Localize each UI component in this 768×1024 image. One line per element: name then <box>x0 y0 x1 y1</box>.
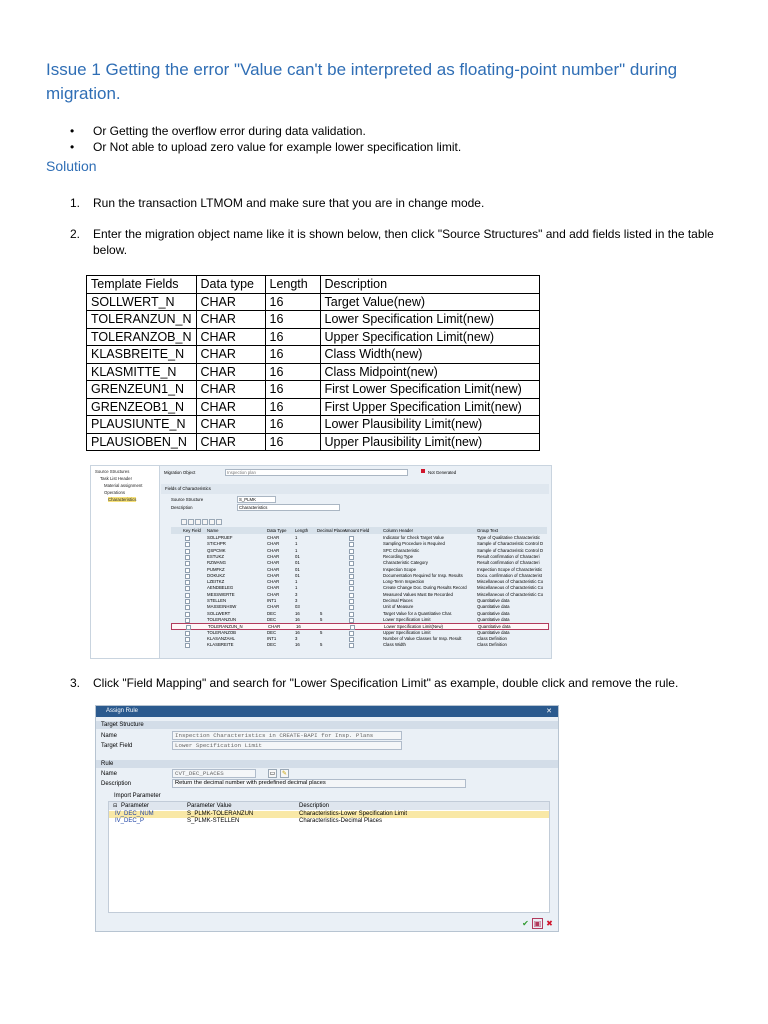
grid-cell: INT1 <box>267 598 277 603</box>
description-label: Description <box>171 505 193 510</box>
structure-field-row[interactable] <box>171 554 547 560</box>
table-row <box>87 293 540 311</box>
column-header: Length <box>265 276 320 294</box>
param-value: S_PLMK-TOLERANZUN <box>187 811 254 817</box>
dialog-title: Assign Rule <box>106 708 139 714</box>
grid-cell: TOLERANZOB <box>207 629 237 635</box>
key-field-checkbox[interactable] <box>185 561 190 566</box>
table-cell: Class Width(new) <box>320 346 539 364</box>
grid-cell: Quantitative data <box>477 610 510 616</box>
table-cell: First Upper Specification Limit(new) <box>320 398 539 416</box>
description-field[interactable]: Characteristics <box>237 504 340 511</box>
grid-cell: DEC <box>267 629 277 635</box>
structure-field-row[interactable] <box>171 604 547 610</box>
grid-cell: DEC <box>267 642 277 648</box>
col-header: Parameter <box>121 803 150 809</box>
rule-description-field: Return the decimal number with predefined decimal places <box>172 779 466 788</box>
structure-field-row[interactable] <box>171 630 547 636</box>
grid-cell: RZWANG <box>207 560 226 566</box>
grid-cell: 01 <box>295 553 300 559</box>
grid-cell: 5 <box>320 629 323 635</box>
table-row <box>87 398 540 416</box>
fields-section-header <box>161 484 549 494</box>
grid-cell: PUMFKZ <box>207 566 225 572</box>
key-field-checkbox[interactable] <box>185 555 190 560</box>
column-header: Data type <box>196 276 265 294</box>
key-field-checkbox[interactable] <box>185 643 190 648</box>
grid-cell: Miscellaneous of Characteristic Co <box>477 585 544 591</box>
structure-field-row[interactable] <box>171 617 547 623</box>
trash-icon[interactable]: ▣ <box>533 919 542 928</box>
grid-cell: 16 <box>295 642 300 648</box>
solution-heading: Solution <box>46 158 97 174</box>
table-cell: 16 <box>265 346 320 364</box>
grid-cell: Result confirmation of Characteri <box>477 553 540 559</box>
grid-cell: CHAR <box>267 541 280 547</box>
step-text: Enter the migration object name like it is shown below, then click "Source Structures" and add fields listed in the table below. <box>93 227 714 257</box>
table-cell: SOLLWERT_N <box>87 293 197 311</box>
grid-cell: Number of Value Classes for Insp. Result <box>383 635 462 641</box>
step-number: 1. <box>70 196 81 210</box>
structure-field-row[interactable] <box>171 579 547 585</box>
grid-cell: Long-Term Inspection <box>383 579 425 585</box>
table-cell: CHAR <box>196 328 265 346</box>
grid-cell: KLASBREITE <box>207 642 234 648</box>
bullet-list <box>70 123 461 155</box>
grid-cell: 3 <box>295 598 298 603</box>
grid-cell: Quantitative data <box>477 598 510 603</box>
issue-title: Issue 1 Getting the error "Value can't be interpreted as floating-point number" during migration. <box>46 60 678 103</box>
grid-cell: DEC <box>267 616 277 622</box>
step-text: Click "Field Mapping" and search for "Lower Specification Limit" as example, double click and remove the rule. <box>93 676 679 690</box>
table-row <box>87 363 540 381</box>
dialog-titlebar <box>96 706 558 717</box>
generation-status: Not Generated <box>428 470 457 475</box>
grid-cell: TOLERANZUN_N <box>208 624 243 630</box>
key-field-checkbox[interactable] <box>185 593 190 598</box>
grid-cell: 01 <box>295 572 300 578</box>
key-field-checkbox[interactable] <box>185 605 190 610</box>
toolbar-button[interactable] <box>195 519 201 525</box>
amount-field-checkbox[interactable] <box>349 593 354 598</box>
parameter-row[interactable] <box>109 811 549 818</box>
table-row <box>87 311 540 329</box>
confirm-icon[interactable]: ✔ <box>522 919 529 928</box>
structure-field-row[interactable] <box>171 636 547 642</box>
table-cell: CHAR <box>196 293 265 311</box>
close-icon[interactable]: ✕ <box>546 708 552 715</box>
grid-cell: CHAR <box>267 591 280 597</box>
key-field-checkbox[interactable] <box>185 574 190 579</box>
grid-cell: CHAR <box>267 547 280 553</box>
grid-cell: STICHPR <box>207 541 226 547</box>
key-field-checkbox[interactable] <box>185 586 190 591</box>
table-cell: GRENZEOB1_N <box>87 398 197 416</box>
table-cell: Lower Specification Limit(new) <box>320 311 539 329</box>
column-header: Description <box>320 276 539 294</box>
key-field-checkbox[interactable] <box>185 599 190 604</box>
table-cell: TOLERANZOB_N <box>87 328 197 346</box>
amount-field-checkbox[interactable] <box>349 536 354 541</box>
toolbar-button[interactable] <box>209 519 215 525</box>
table-cell: KLASMITTE_N <box>87 363 197 381</box>
tree-item-source-structures[interactable]: Source Structures <box>95 469 130 474</box>
amount-field-checkbox[interactable] <box>349 542 354 547</box>
grid-cell: KLASANZAHL <box>207 635 235 641</box>
col-header: Key Field <box>183 528 201 533</box>
structure-field-row[interactable] <box>171 535 547 541</box>
rule-name-label: Name <box>101 771 118 777</box>
parameter-row[interactable] <box>109 818 549 825</box>
table-cell: Upper Plausibility Limit(new) <box>320 433 539 451</box>
grid-cell: DEC <box>267 610 277 616</box>
grid-cell: Class Definition <box>477 635 507 641</box>
amount-field-checkbox[interactable] <box>349 605 354 610</box>
table-cell: CHAR <box>196 346 265 364</box>
key-field-checkbox[interactable] <box>185 612 190 617</box>
col-header: Decimal Places <box>317 528 347 533</box>
grid-cell: MASSEINHSW <box>207 604 237 610</box>
dialog-footer <box>519 918 554 929</box>
grid-cell: Quantitative data <box>477 604 510 610</box>
grid-cell: Unit of Measure <box>383 604 414 610</box>
structure-field-row[interactable] <box>171 573 547 579</box>
grid-cell: Quantitative data <box>477 629 510 635</box>
grid-cell: 03 <box>295 604 300 610</box>
grid-cell: SPC Characteristic <box>383 547 420 553</box>
key-field-checkbox[interactable] <box>185 618 190 623</box>
grid-cell: Indicator for Check Target Value <box>383 535 444 540</box>
grid-cell: Type of Qualitative Characteristic <box>477 535 541 540</box>
structure-field-row[interactable] <box>171 548 547 554</box>
step-number: 3. <box>70 676 81 690</box>
grid-cell: SOLLWERT <box>207 610 231 616</box>
table-cell: Target Value(new) <box>320 293 539 311</box>
grid-cell: Create Change Doc. During Results Record <box>383 585 467 591</box>
key-field-checkbox[interactable] <box>185 536 190 541</box>
tree-item-material-assignment[interactable]: Material assignment <box>104 483 143 488</box>
table-cell: 16 <box>265 433 320 451</box>
amount-field-checkbox[interactable] <box>349 586 354 591</box>
table-cell: TOLERANZUN_N <box>87 311 197 329</box>
structure-field-row[interactable] <box>171 585 547 591</box>
amount-field-checkbox[interactable] <box>349 643 354 648</box>
step-1 <box>70 195 730 211</box>
structure-field-row[interactable] <box>171 560 547 566</box>
grid-cell: 1 <box>295 579 298 585</box>
grid-cell: CHAR <box>268 624 281 630</box>
grid-cell: CHAR <box>267 579 280 585</box>
grid-cell: 1 <box>295 541 298 547</box>
grid-cell: 1 <box>295 585 298 591</box>
grid-header <box>171 527 547 534</box>
amount-field-checkbox[interactable] <box>349 580 354 585</box>
grid-cell: DOKUKZ <box>207 572 225 578</box>
import-parameter-label: Import Parameter <box>114 793 161 799</box>
grid-cell: Quantitative data <box>478 624 511 630</box>
section-title: Target Structure <box>101 722 144 728</box>
key-field-checkbox[interactable] <box>185 568 190 573</box>
target-structure-name-field[interactable]: Inspection Characteristics in CREATE-BAPI for Insp. Plans <box>172 731 402 740</box>
section-title: Fields of Characteristics <box>165 486 211 491</box>
grid-cell: Measured Values Must Be Recorded <box>383 591 453 597</box>
grid-toolbar <box>181 519 241 526</box>
grid-cell: Inspection Scope <box>383 566 416 572</box>
grid-cell: CHAR <box>267 560 280 566</box>
table-cell: Lower Plausibility Limit(new) <box>320 416 539 434</box>
grid-cell: CHAR <box>267 572 280 578</box>
grid-cell: CHAR <box>267 566 280 572</box>
key-field-checkbox[interactable] <box>185 637 190 642</box>
table-cell: PLAUSIUNTE_N <box>87 416 197 434</box>
grid-cell: 16 <box>295 629 300 635</box>
grid-cell: STELLEN <box>207 598 227 603</box>
key-field-checkbox[interactable] <box>185 542 190 547</box>
table-cell: CHAR <box>196 398 265 416</box>
status-icon <box>421 469 425 473</box>
amount-field-checkbox[interactable] <box>349 618 354 623</box>
param-description: Characteristics-Decimal Places <box>299 818 383 824</box>
structure-field-row[interactable] <box>171 541 547 547</box>
tree-item-characteristics[interactable]: Characteristics <box>108 497 137 502</box>
key-field-checkbox[interactable] <box>185 631 190 636</box>
grid-cell: 5 <box>320 616 323 622</box>
structure-field-row[interactable] <box>171 567 547 573</box>
col-header: Description <box>299 803 330 809</box>
target-structure-section <box>96 721 558 729</box>
col-header: Data Type <box>267 528 287 533</box>
table-cell: 16 <box>265 328 320 346</box>
table-header-row <box>87 276 540 294</box>
amount-field-checkbox[interactable] <box>349 549 354 554</box>
table-cell: 16 <box>265 293 320 311</box>
grid-cell: CHAR <box>267 553 280 559</box>
rule-name-field[interactable]: CVT_DEC_PLACES <box>172 769 256 778</box>
grid-cell: 1 <box>295 535 298 540</box>
source-structure-label: Source Structure <box>171 497 204 502</box>
assign-rule-dialog <box>95 705 559 932</box>
source-structure-field[interactable]: S_PLMK <box>237 496 276 503</box>
toolbar-button[interactable] <box>202 519 208 525</box>
step-3 <box>70 675 730 691</box>
table-cell: CHAR <box>196 433 265 451</box>
step-text: Run the transaction LTMOM and make sure that you are in change mode. <box>93 196 485 210</box>
structure-field-row[interactable] <box>171 642 547 648</box>
grid-cell: 01 <box>295 560 300 566</box>
col-header: Column Header <box>383 528 414 533</box>
structure-field-row[interactable] <box>171 598 547 604</box>
parameter-table-header <box>109 802 549 810</box>
grid-cell: Decimal Places <box>383 598 413 603</box>
grid-cell: MESSWERTE <box>207 591 235 597</box>
grid-cell: 3 <box>295 591 298 597</box>
grid-cell: 5 <box>320 642 323 648</box>
grid-cell: Class Width <box>383 642 406 648</box>
table-row <box>87 346 540 364</box>
structure-field-row[interactable] <box>171 592 547 598</box>
tree-item-operations[interactable]: Operations <box>104 490 126 495</box>
section-title: Rule <box>101 761 114 767</box>
col-header: Name <box>207 528 219 533</box>
toolbar-button[interactable] <box>216 519 222 525</box>
amount-field-checkbox[interactable] <box>349 631 354 636</box>
grid-cell: QSPCMK <box>207 547 226 553</box>
grid-cell: Lower Specification Limit(New) <box>384 624 443 630</box>
table-cell: CHAR <box>196 311 265 329</box>
bullet-item: • Or Getting the overflow error during data validation. <box>70 123 461 139</box>
param-description: Characteristics-Lower Specification Limit <box>299 811 408 817</box>
amount-field-checkbox[interactable] <box>349 561 354 566</box>
grid-cell: 16 <box>295 616 300 622</box>
table-cell: GRENZEUN1_N <box>87 381 197 399</box>
table-cell: First Lower Specification Limit(new) <box>320 381 539 399</box>
grid-cell: Quantitative data <box>477 616 510 622</box>
grid-cell: Miscellaneous of Characteristic Co <box>477 579 544 585</box>
key-field-checkbox[interactable] <box>185 549 190 554</box>
amount-field-checkbox[interactable] <box>349 574 354 579</box>
grid-cell: CHAR <box>267 604 280 610</box>
grid-cell: CHAR <box>267 535 280 540</box>
source-structure-tree <box>91 466 160 658</box>
column-header: Template Fields <box>87 276 197 294</box>
table-row <box>87 416 540 434</box>
grid-cell: 1 <box>295 547 298 553</box>
grid-cell: Miscellaneous of Characteristic Co <box>477 591 544 597</box>
param-value: S_PLMK-STELLEN <box>187 818 240 824</box>
table-cell: CHAR <box>196 416 265 434</box>
col-header: Length <box>295 528 309 533</box>
toolbar-button[interactable] <box>188 519 194 525</box>
grid-cell: Inspection Scope of Characteristic <box>477 566 543 572</box>
migration-object-field[interactable]: Inspection plan <box>225 469 408 476</box>
col-header: Amount Field <box>344 528 370 533</box>
grid-cell: Class Definition <box>477 642 507 648</box>
migration-object-label: Migration Object <box>164 470 196 475</box>
ltmom-screenshot <box>90 465 552 659</box>
bullet-item: • Or Not able to upload zero value for example lower specification limit. <box>70 139 461 155</box>
grid-cell: 3 <box>295 635 298 641</box>
table-cell: 16 <box>265 311 320 329</box>
grid-cell: TOLERANZUN <box>207 616 237 622</box>
edit-rule-button[interactable]: ✎ <box>281 771 288 777</box>
grid-cell: ESTUKZ <box>207 553 224 559</box>
grid-cell: Characteristic Category <box>383 560 428 566</box>
table-row <box>87 433 540 451</box>
table-cell: CHAR <box>196 381 265 399</box>
amount-field-checkbox[interactable] <box>349 568 354 573</box>
grid-cell: 5 <box>320 610 323 616</box>
target-field-field[interactable]: Lower Specification Limit <box>172 741 402 750</box>
table-cell: 16 <box>265 381 320 399</box>
rule-description-label: Description <box>101 781 132 787</box>
grid-cell: Recording Type <box>383 553 414 559</box>
grid-cell: AENDBELEG <box>207 585 234 591</box>
grid-cell: SOLLPRUEF <box>207 535 233 540</box>
name-label: Name <box>101 733 118 739</box>
grid-cell: CHAR <box>267 585 280 591</box>
table-cell: PLAUSIOBEN_N <box>87 433 197 451</box>
amount-field-checkbox[interactable] <box>349 637 354 642</box>
import-parameter-panel <box>108 793 550 913</box>
amount-field-checkbox[interactable] <box>349 612 354 617</box>
col-header: Parameter Value <box>187 803 232 809</box>
toolbar-button[interactable] <box>181 519 187 525</box>
grid-cell: 16 <box>295 610 300 616</box>
grid-cell: Sampling Procedure is Required <box>383 541 445 547</box>
grid-cell: Lower Specification Limit <box>383 616 431 622</box>
grid-cell: 01 <box>295 566 300 572</box>
grid-cell: Target Value for a Quantitative Char. <box>383 610 453 616</box>
step-2 <box>70 226 730 258</box>
target-field-label: Target Field <box>101 743 133 749</box>
rule-section <box>96 760 558 768</box>
table-row <box>87 381 540 399</box>
grid-cell: Documentation Required for Insp. Results <box>383 572 463 578</box>
structure-field-row[interactable] <box>171 611 547 617</box>
grid-cell: Docu. confirmation of Characterist <box>477 572 542 578</box>
table-cell: Upper Specification Limit(new) <box>320 328 539 346</box>
grid-cell: LZEITKZ <box>207 579 225 585</box>
tree-item-task-list-header[interactable]: Task List Header <box>100 476 133 481</box>
amount-field-checkbox[interactable] <box>349 599 354 604</box>
template-fields-table <box>86 275 540 451</box>
cancel-icon[interactable]: ✖ <box>546 919 553 928</box>
table-cell: 16 <box>265 398 320 416</box>
amount-field-checkbox[interactable] <box>349 555 354 560</box>
grid-cell: Sample of Characteristic Control D <box>477 541 544 547</box>
expand-icon[interactable]: ⊟ <box>113 803 118 809</box>
key-field-checkbox[interactable] <box>185 580 190 585</box>
col-header: Group Text <box>477 528 498 533</box>
param-name: IV_DEC_NUM <box>115 811 154 817</box>
table-row <box>87 328 540 346</box>
display-rule-button[interactable]: ▭ <box>269 771 276 777</box>
grid-cell: Sample of Characteristic Control D <box>477 547 544 553</box>
step-number: 2. <box>70 227 81 241</box>
table-cell: Class Midpoint(new) <box>320 363 539 381</box>
grid-cell: Result confirmation of Characteri <box>477 560 540 566</box>
grid-cell: Upper Specification Limit <box>383 629 431 635</box>
table-cell: 16 <box>265 363 320 381</box>
grid-cell: INT1 <box>267 635 277 641</box>
table-cell: CHAR <box>196 363 265 381</box>
grid-cell: 16 <box>296 624 301 630</box>
param-name: IV_DEC_P <box>115 818 145 824</box>
table-cell: 16 <box>265 416 320 434</box>
table-cell: KLASBREITE_N <box>87 346 197 364</box>
